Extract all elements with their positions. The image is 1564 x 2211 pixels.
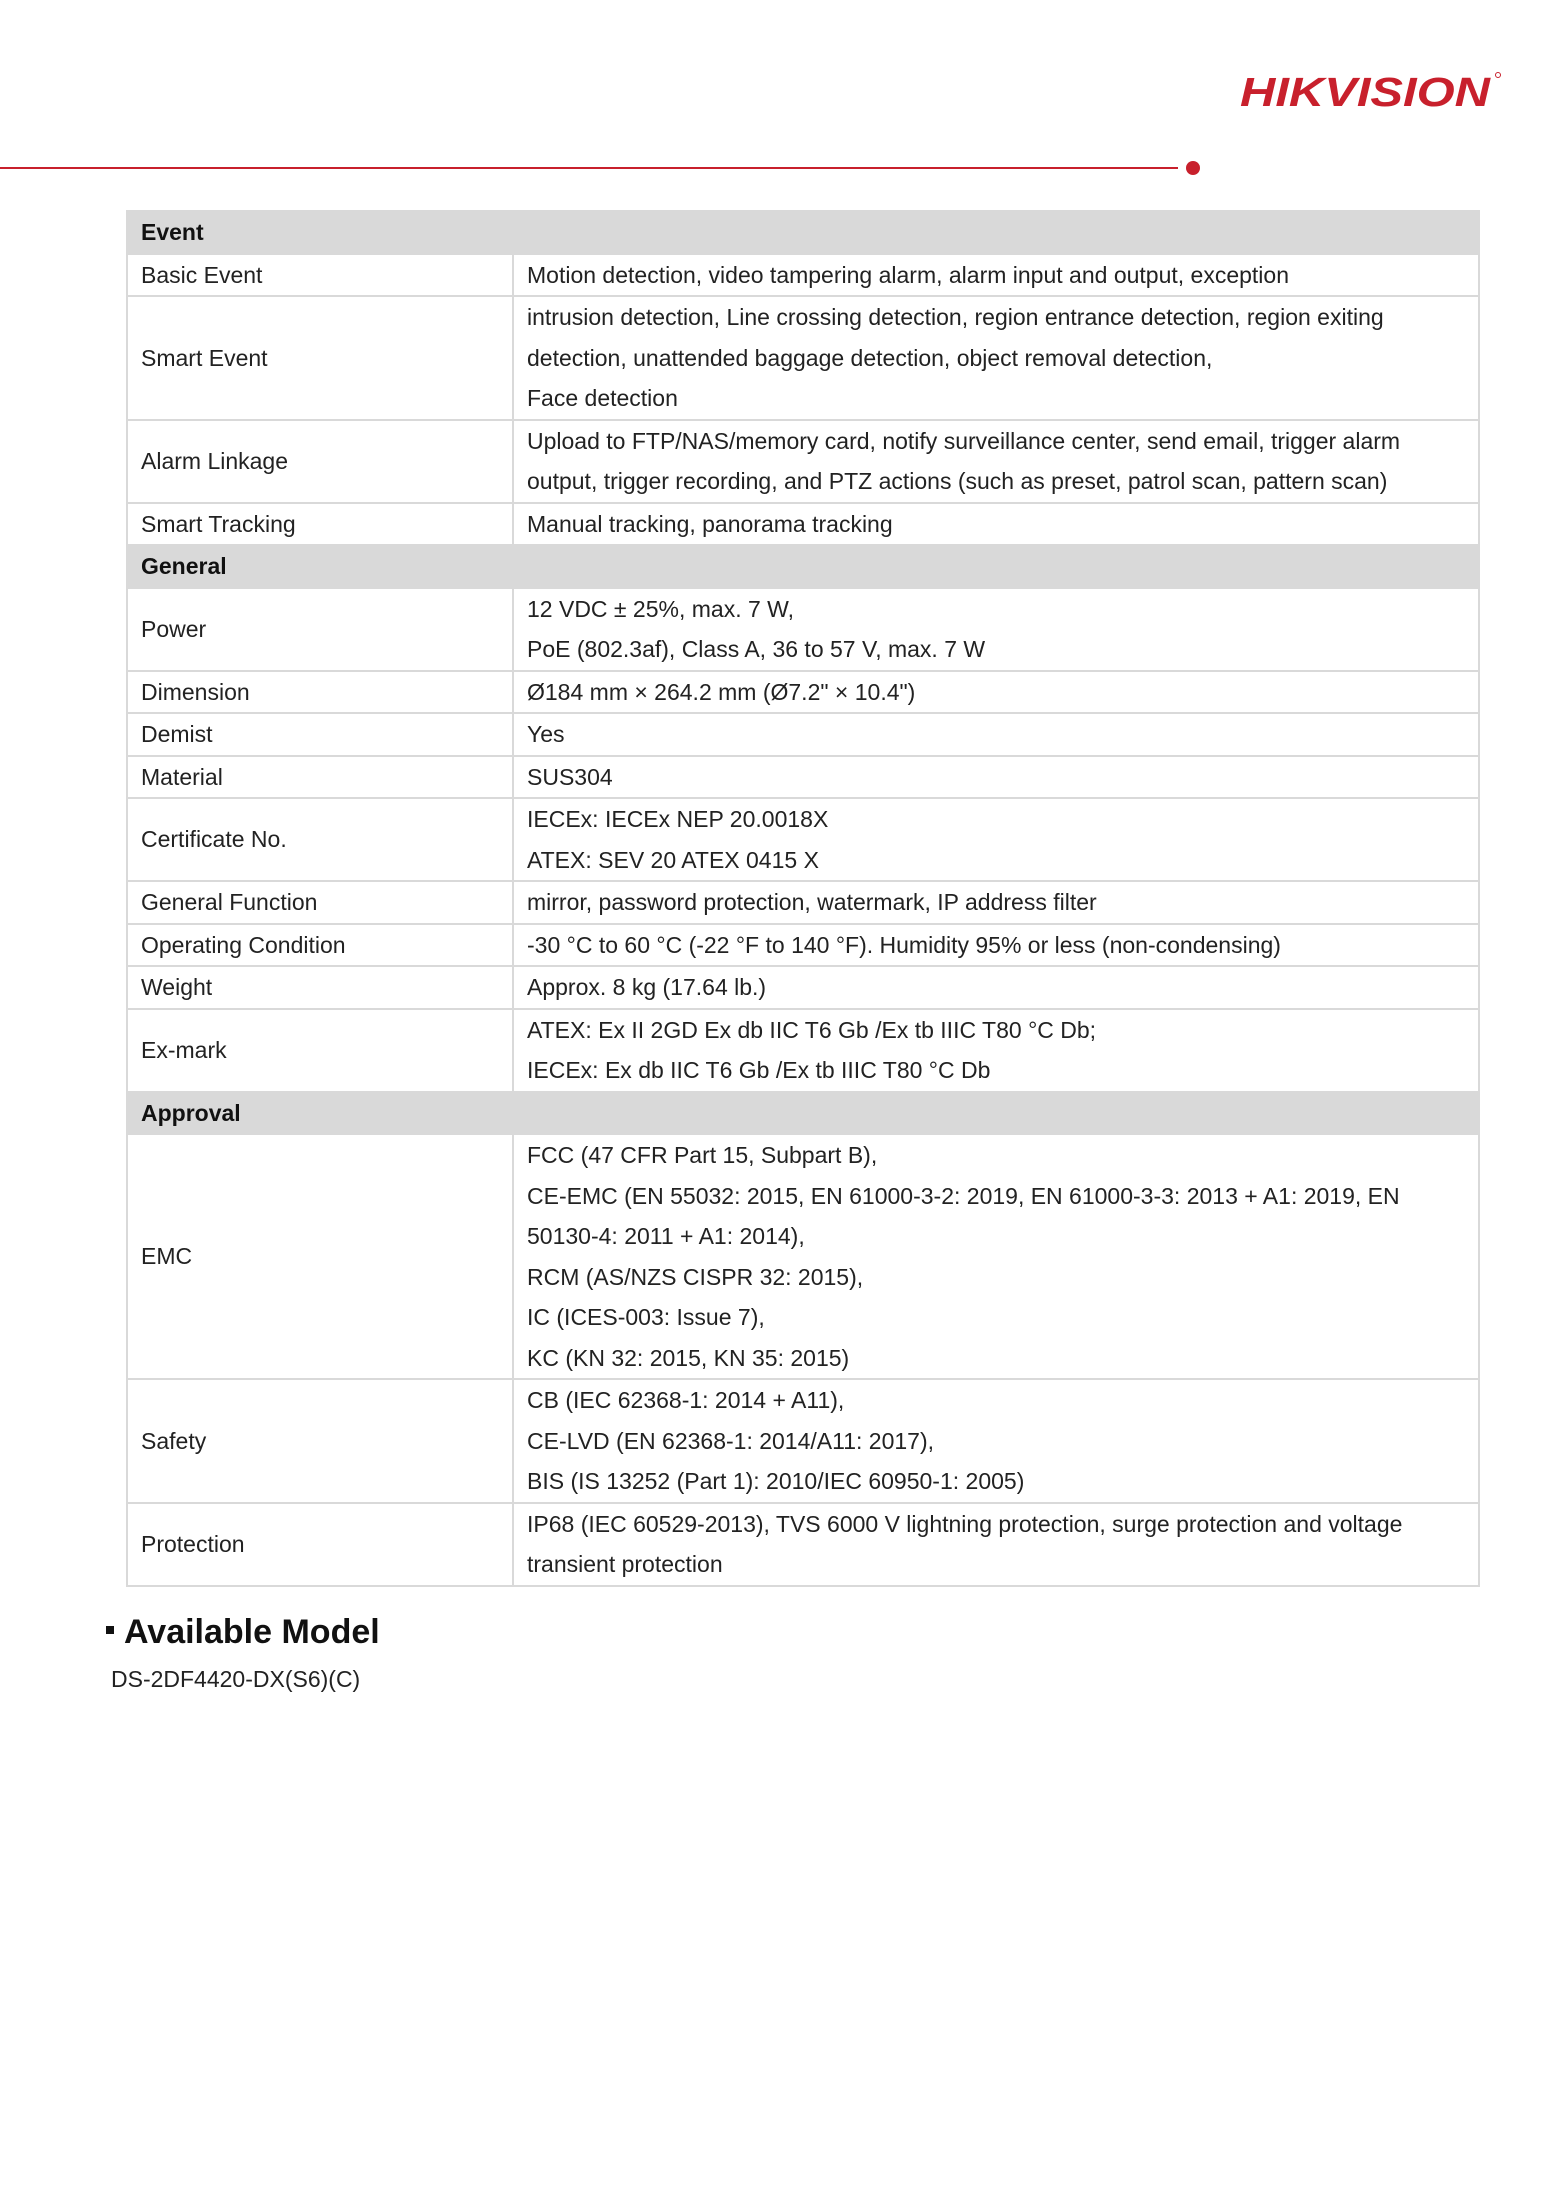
section-header-row — [127, 211, 1479, 254]
spec-value-line: Motion detection, video tampering alarm, alarm input and output, exception — [527, 261, 1289, 288]
table-row — [127, 296, 1479, 420]
header-divider-dot — [1186, 161, 1200, 175]
spec-label: Smart Tracking — [127, 503, 513, 546]
spec-value-line: PoE (802.3af), Class A, 36 to 57 V, max. 7 W — [527, 636, 986, 662]
hikvision-logo — [1240, 66, 1502, 116]
table-row — [127, 588, 1479, 671]
model-name: DS-2DF4420-DX(S6)(C) — [111, 1666, 361, 1692]
spec-label: Basic Event — [127, 254, 513, 297]
spec-value-line: 50130-4: 2011 + A1: 2014), — [527, 1223, 805, 1249]
spec-value — [513, 881, 1479, 924]
header-divider — [0, 167, 1178, 169]
spec-value-line: IECEx: IECEx NEP 20.0018X — [527, 806, 829, 832]
spec-value-line: -30 °C to 60 °C (-22 °F to 140 °F). Humidity 95% or less (non-condensing) — [527, 931, 1281, 958]
spec-value — [513, 1009, 1479, 1092]
spec-value-line: Manual tracking, panorama tracking — [527, 510, 893, 537]
spec-label: EMC — [127, 1134, 513, 1379]
spec-value — [513, 420, 1479, 503]
spec-value — [513, 1503, 1479, 1586]
table-row — [127, 924, 1479, 967]
spec-value-line: SUS304 — [527, 763, 613, 790]
spec-value-line: FCC (47 CFR Part 15, Subpart B), — [527, 1142, 878, 1168]
logo-wordmark: HIKVISION — [1240, 69, 1492, 115]
spec-value — [513, 671, 1479, 714]
specification-table-body — [127, 211, 1479, 1586]
spec-value-line: IECEx: Ex db IIC T6 Gb /Ex tb IIIC T80 °C Db — [527, 1057, 991, 1083]
table-row — [127, 966, 1479, 1009]
spec-label: Weight — [127, 966, 513, 1009]
spec-value — [513, 966, 1479, 1009]
spec-value — [513, 756, 1479, 799]
section-header-row — [127, 545, 1479, 588]
spec-label: Demist — [127, 713, 513, 756]
spec-value-line: intrusion detection, Line crossing detection, region entrance detection, region exiting — [527, 304, 1384, 330]
spec-value-line: RCM (AS/NZS CISPR 32: 2015), — [527, 1263, 864, 1290]
spec-label: Ex-mark — [127, 1009, 513, 1092]
spec-label: General Function — [127, 881, 513, 924]
spec-value — [513, 798, 1479, 881]
spec-value-line: ATEX: Ex II 2GD Ex db IIC T6 Gb /Ex tb IIIC T80 °C Db; — [527, 1016, 1097, 1043]
spec-label: Material — [127, 756, 513, 799]
table-row — [127, 1379, 1479, 1503]
specification-table — [126, 210, 1480, 1587]
spec-value-line: ATEX: SEV 20 ATEX 0415 X — [527, 846, 819, 873]
table-row — [127, 1503, 1479, 1586]
spec-value — [513, 924, 1479, 967]
spec-value-line: Ø184 mm × 264.2 mm (Ø7.2" × 10.4") — [527, 678, 916, 705]
spec-value-line: CB (IEC 62368-1: 2014 + A11), — [527, 1387, 845, 1413]
spec-value-line: mirror, password protection, watermark, IP address filter — [527, 889, 1097, 915]
bullet-icon — [106, 1626, 114, 1634]
section-title: Approval — [127, 1092, 1479, 1135]
spec-value-line: KC (KN 32: 2015, KN 35: 2015) — [527, 1344, 850, 1371]
table-row — [127, 713, 1479, 756]
table-row — [127, 881, 1479, 924]
spec-value — [513, 503, 1479, 546]
table-row — [127, 254, 1479, 297]
spec-value-line: IP68 (IEC 60529-2013), TVS 6000 V lightning protection, surge protection and voltage — [527, 1510, 1403, 1537]
spec-label: Safety — [127, 1379, 513, 1503]
spec-value-line: transient protection — [527, 1551, 723, 1577]
available-model-heading — [106, 1612, 380, 1652]
spec-value-line: output, trigger recording, and PTZ actions (such as preset, patrol scan, pattern scan) — [527, 468, 1388, 494]
table-row — [127, 1134, 1479, 1379]
table-row — [127, 671, 1479, 714]
hikvision-logo-image — [1240, 66, 1502, 116]
registered-mark-icon — [1496, 73, 1501, 78]
spec-value-line: IC (ICES-003: Issue 7), — [527, 1304, 765, 1330]
spec-value — [513, 1134, 1479, 1379]
spec-value-line: detection, unattended baggage detection, object removal detection, — [527, 344, 1213, 371]
table-row — [127, 1009, 1479, 1092]
section-title: Event — [127, 211, 1479, 254]
spec-value-line: CE-LVD (EN 62368-1: 2014/A11: 2017), — [527, 1427, 934, 1454]
spec-value-line: CE-EMC (EN 55032: 2015, EN 61000-3-2: 2019, EN 61000-3-3: 2013 + A1: 2019, EN — [527, 1182, 1400, 1209]
section-header-row — [127, 1092, 1479, 1135]
spec-label: Smart Event — [127, 296, 513, 420]
spec-value — [513, 713, 1479, 756]
spec-value — [513, 254, 1479, 297]
spec-label: Alarm Linkage — [127, 420, 513, 503]
spec-label: Certificate No. — [127, 798, 513, 881]
spec-label: Power — [127, 588, 513, 671]
table-row — [127, 756, 1479, 799]
available-model-title: Available Model — [124, 1613, 380, 1651]
spec-value-line: Approx. 8 kg (17.64 lb.) — [527, 974, 767, 1000]
spec-value — [513, 1379, 1479, 1503]
spec-label: Protection — [127, 1503, 513, 1586]
spec-label: Operating Condition — [127, 924, 513, 967]
table-row — [127, 798, 1479, 881]
table-row — [127, 503, 1479, 546]
spec-value-line: Upload to FTP/NAS/memory card, notify surveillance center, send email, trigger alarm — [527, 427, 1401, 454]
section-title: General — [127, 545, 1479, 588]
spec-value-line: Face detection — [527, 385, 678, 411]
spec-value-line: BIS (IS 13252 (Part 1): 2010/IEC 60950-1: 2005) — [527, 1468, 1025, 1494]
spec-value-line: 12 VDC ± 25%, max. 7 W, — [527, 595, 794, 622]
spec-value — [513, 296, 1479, 420]
spec-label: Dimension — [127, 671, 513, 714]
spec-value — [513, 588, 1479, 671]
table-row — [127, 420, 1479, 503]
spec-value-line: Yes — [527, 721, 565, 747]
